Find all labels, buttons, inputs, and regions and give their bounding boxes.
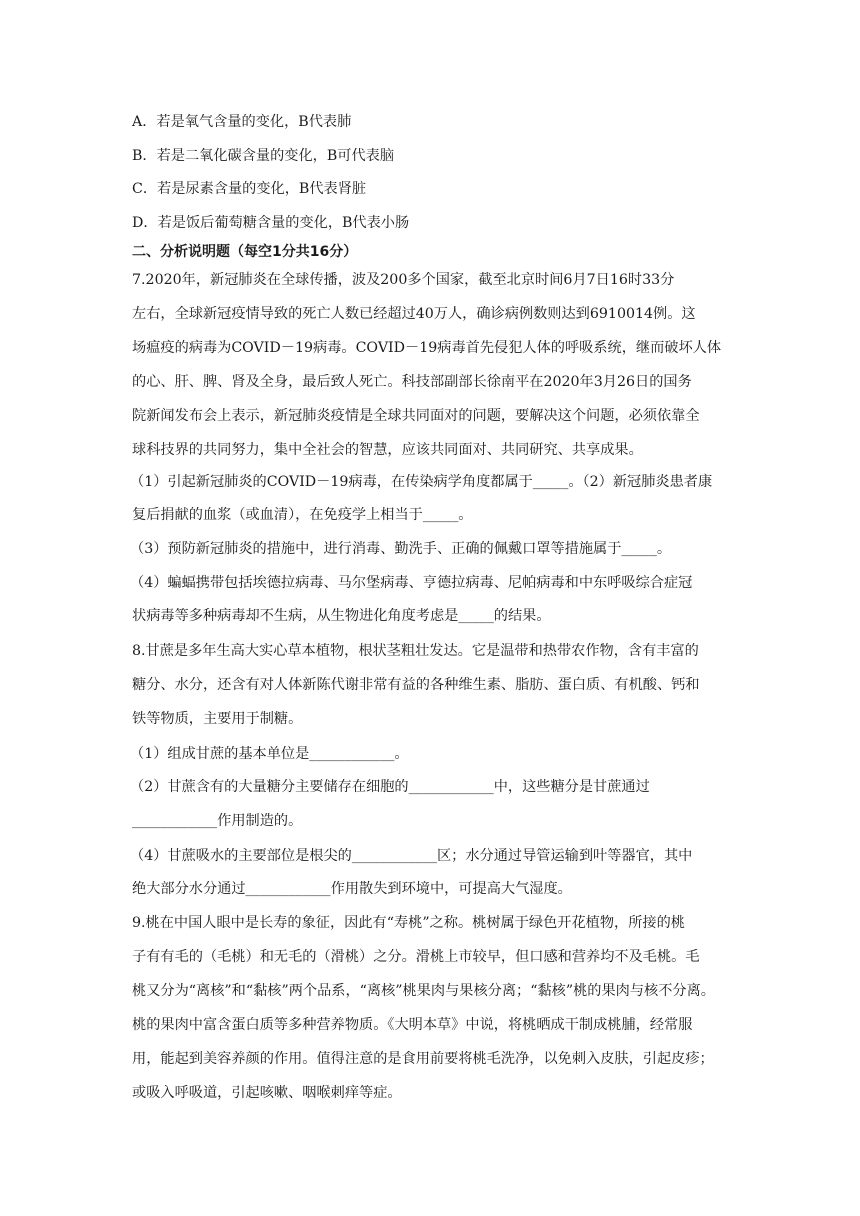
q8-sub: （1）组成甘蔗的基本单位是____________。 <box>130 746 409 762</box>
q8-sub: 绝大部分水分通过____________作用散失到环境中，可提高大气湿度。 <box>132 881 572 897</box>
q7-line: 场瘟疫的病毒为COVID－19病毒。COVID－19病毒首先侵犯人体的呼吸系统，继而破坏人体 <box>132 340 722 356</box>
q7-line: 的心、肝、脾、肾及全身，最后致人死亡。科技部副部长徐南平在2020年3月26日的国务 <box>132 374 692 390</box>
q8-sub: （2）甘蔗含有的大量糖分主要储存在细胞的____________中，这些糖分是甘蔗通过 <box>130 779 650 795</box>
choice-d: D．若是饭后葡萄糖含量的变化，B代表小肠 <box>132 215 410 231</box>
q8-line: 铁等物质，主要用于制糖。 <box>132 711 303 727</box>
q7-sub: （3）预防新冠肺炎的措施中，进行消毒、勤洗手、正确的佩戴口罩等措施属于_____。 <box>130 541 672 557</box>
choice-a: A．若是氧气含量的变化，B代表肺 <box>132 114 352 130</box>
q9-line: 桃又分为“离核”和“黏核”两个品系，“离核”桃果肉与果核分离；“黏核”桃的果肉与核不分离。 <box>132 983 715 999</box>
q7-line: 左右，全球新冠疫情导致的死亡人数已经超过40万人，确诊病例数则达到6910014例。这 <box>132 306 696 322</box>
q7-line: 7.2020年，新冠肺炎在全球传播，波及200多个国家，截至北京时间6月7日16时33分 <box>132 272 675 288</box>
q7-line: 球科技界的共同努力，集中全社会的智慧，应该共同面对、共同研究、共享成果。 <box>132 442 643 458</box>
choice-b: B．若是二氧化碳含量的变化，B可代表脑 <box>132 148 395 164</box>
q8-sub: ____________作用制造的。 <box>132 813 303 829</box>
q8-sub: （4）甘蔗吸水的主要部位是根尖的____________区；水分通过导管运输到叶等器官，其中 <box>130 848 693 864</box>
section-title: 二、分析说明题（每空1分共16分） <box>132 244 358 260</box>
q7-sub: （4）蝙蝠携带包括埃德拉病毒、马尔堡病毒、亨德拉病毒、尼帕病毒和中东呼吸综合症冠 <box>130 575 693 591</box>
q8-line: 糖分、水分，还含有对人体新陈代谢非常有益的各种维生素、脂肪、蛋白质、有机酸、钙和 <box>132 677 700 693</box>
q8-line: 8.甘蔗是多年生高大实心草本植物，根状茎粗壮发达。它是温带和热带农作物，含有丰富的 <box>132 643 699 659</box>
q9-line: 桃的果肉中富含蛋白质等多种营养物质。《大明本草》中说，将桃晒成干制成桃脯，经常服 <box>132 1017 693 1033</box>
q7-sub: （1）引起新冠肺炎的COVID－19病毒，在传染病学角度都属于_____。（2）新冠肺炎患者康 <box>130 474 713 490</box>
q9-line: 9.桃在中国人眼中是长寿的象征，因此有“寿桃”之称。桃树属于绿色开花植物，所接的桃 <box>132 915 685 931</box>
choice-c: C．若是尿素含量的变化，B代表肾脏 <box>132 181 367 197</box>
q7-sub: 状病毒等多种病毒却不生病，从生物进化角度考虑是_____的结果。 <box>132 608 551 624</box>
q9-line: 子有有毛的（毛桃）和无毛的（滑桃）之分。滑桃上市较早，但口感和营养均不及毛桃。毛 <box>132 949 700 965</box>
q7-line: 院新闻发布会上表示，新冠肺炎疫情是全球共同面对的问题，要解决这个问题，必须依靠全 <box>132 408 700 424</box>
q9-line: 用，能起到美容养颜的作用。值得注意的是食用前要将桃毛洗净，以免刺入皮肤，引起皮疹； <box>132 1051 714 1067</box>
q7-sub: 复后捐献的血浆（或血清），在免疫学上相当于_____。 <box>132 507 473 523</box>
q9-line: 或吸入呼吸道，引起咳嗽、咽喉刺痒等症。 <box>132 1085 402 1101</box>
